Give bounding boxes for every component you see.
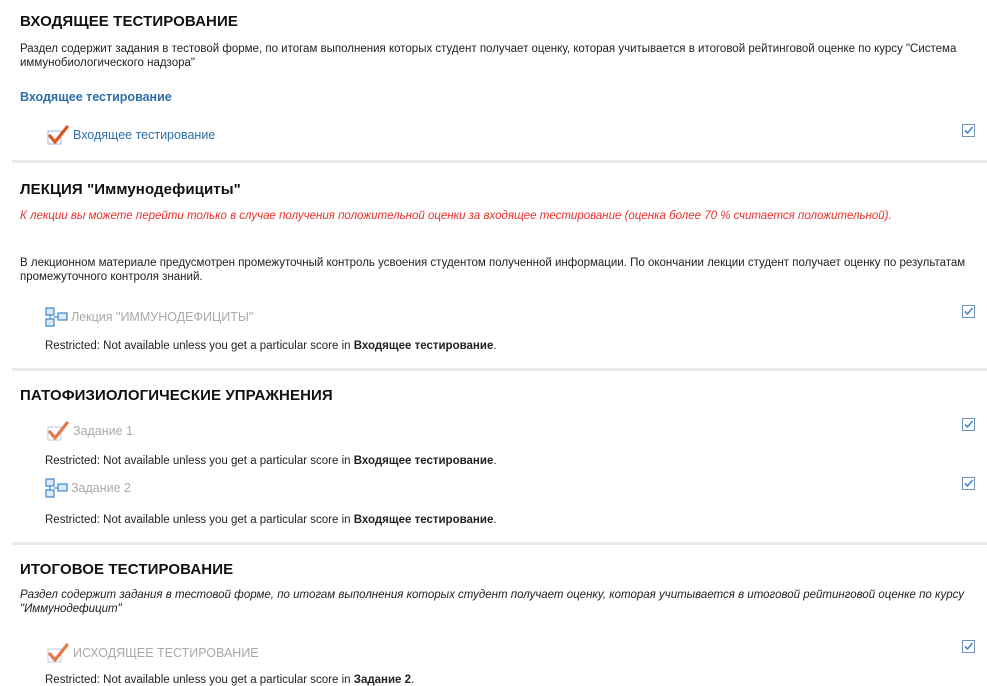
checkbox-check-icon[interactable] — [962, 640, 975, 653]
section-title-exercises: ПАТОФИЗИОЛОГИЧЕСКИЕ УПРАЖНЕНИЯ — [20, 387, 333, 404]
section-divider — [12, 542, 987, 545]
activity-lecture[interactable] — [45, 307, 253, 327]
section-description: Раздел содержит задания в тестовой форме, по итогам выполнения которых студент получает оценку, которая учитывается в итоговой рейтинговой оценке по курсу "Иммунодефицит" — [20, 589, 964, 615]
activity-task-1[interactable] — [47, 421, 133, 441]
section-divider — [12, 160, 987, 163]
restriction-target: Задание 2 — [353, 674, 412, 686]
restriction-target: Входящее тестирование — [353, 514, 494, 526]
restriction-note: Restricted: Not available unless you get a particular score in Задание 2. — [45, 674, 415, 686]
section-title-final-test: ИТОГОВОЕ ТЕСТИРОВАНИЕ — [20, 561, 234, 578]
activity-label[interactable]: Задание 2 — [71, 481, 132, 495]
checkbox-check-icon[interactable] — [962, 305, 975, 318]
section-description: Раздел содержит задания в тестовой форме, по итогам выполнения которых студент получает оценку, которая учитывается в итоговой рейтинговой оценке по курсу "Система иммунобиологического надзора" — [20, 43, 957, 69]
activity-incoming-test[interactable] — [47, 125, 215, 145]
section-warning: К лекции вы можете перейти только в случае получения положительной оценки за входящее тестирование (оценка более 70 % считается положительной). — [20, 210, 892, 222]
restriction-note: Restricted: Not available unless you get a particular score in Входящее тестирование. — [45, 340, 497, 352]
restriction-target: Входящее тестирование — [353, 455, 494, 467]
restriction-target: Входящее тестирование — [353, 340, 494, 352]
checkbox-check-icon[interactable] — [962, 418, 975, 431]
section-description: В лекционном материале предусмотрен промежуточный контроль усвоения студентом полученной информации. По окончании лекции студент получает оценку по результатам промежуточного контроля знаний. — [20, 257, 966, 283]
checkbox-check-icon[interactable] — [962, 477, 975, 490]
lesson-icon — [45, 307, 69, 327]
quiz-icon — [47, 421, 69, 441]
section-link-incoming-test[interactable]: Входящее тестирование — [20, 90, 172, 104]
lesson-icon — [45, 478, 69, 498]
restriction-note: Restricted: Not available unless you get a particular score in Входящее тестирование. — [45, 455, 497, 467]
activity-outgoing-test[interactable] — [47, 643, 259, 663]
activity-label[interactable]: Задание 1 — [73, 424, 134, 438]
restriction-note: Restricted: Not available unless you get a particular score in Входящее тестирование. — [45, 514, 497, 526]
activity-label[interactable]: Входящее тестирование — [73, 128, 216, 142]
section-title-incoming-test: ВХОДЯЩЕЕ ТЕСТИРОВАНИЕ — [20, 13, 238, 30]
quiz-icon — [47, 643, 69, 663]
quiz-icon — [47, 125, 69, 145]
activity-label[interactable]: ИСХОДЯЩЕЕ ТЕСТИРОВАНИЕ — [73, 646, 259, 660]
section-divider — [12, 368, 987, 371]
checkbox-check-icon[interactable] — [962, 124, 975, 137]
activity-label[interactable]: Лекция "ИММУНОДЕФИЦИТЫ" — [71, 310, 254, 324]
section-title-lecture: ЛЕКЦИЯ "Иммунодефициты" — [20, 181, 241, 198]
activity-task-2[interactable] — [45, 478, 131, 498]
